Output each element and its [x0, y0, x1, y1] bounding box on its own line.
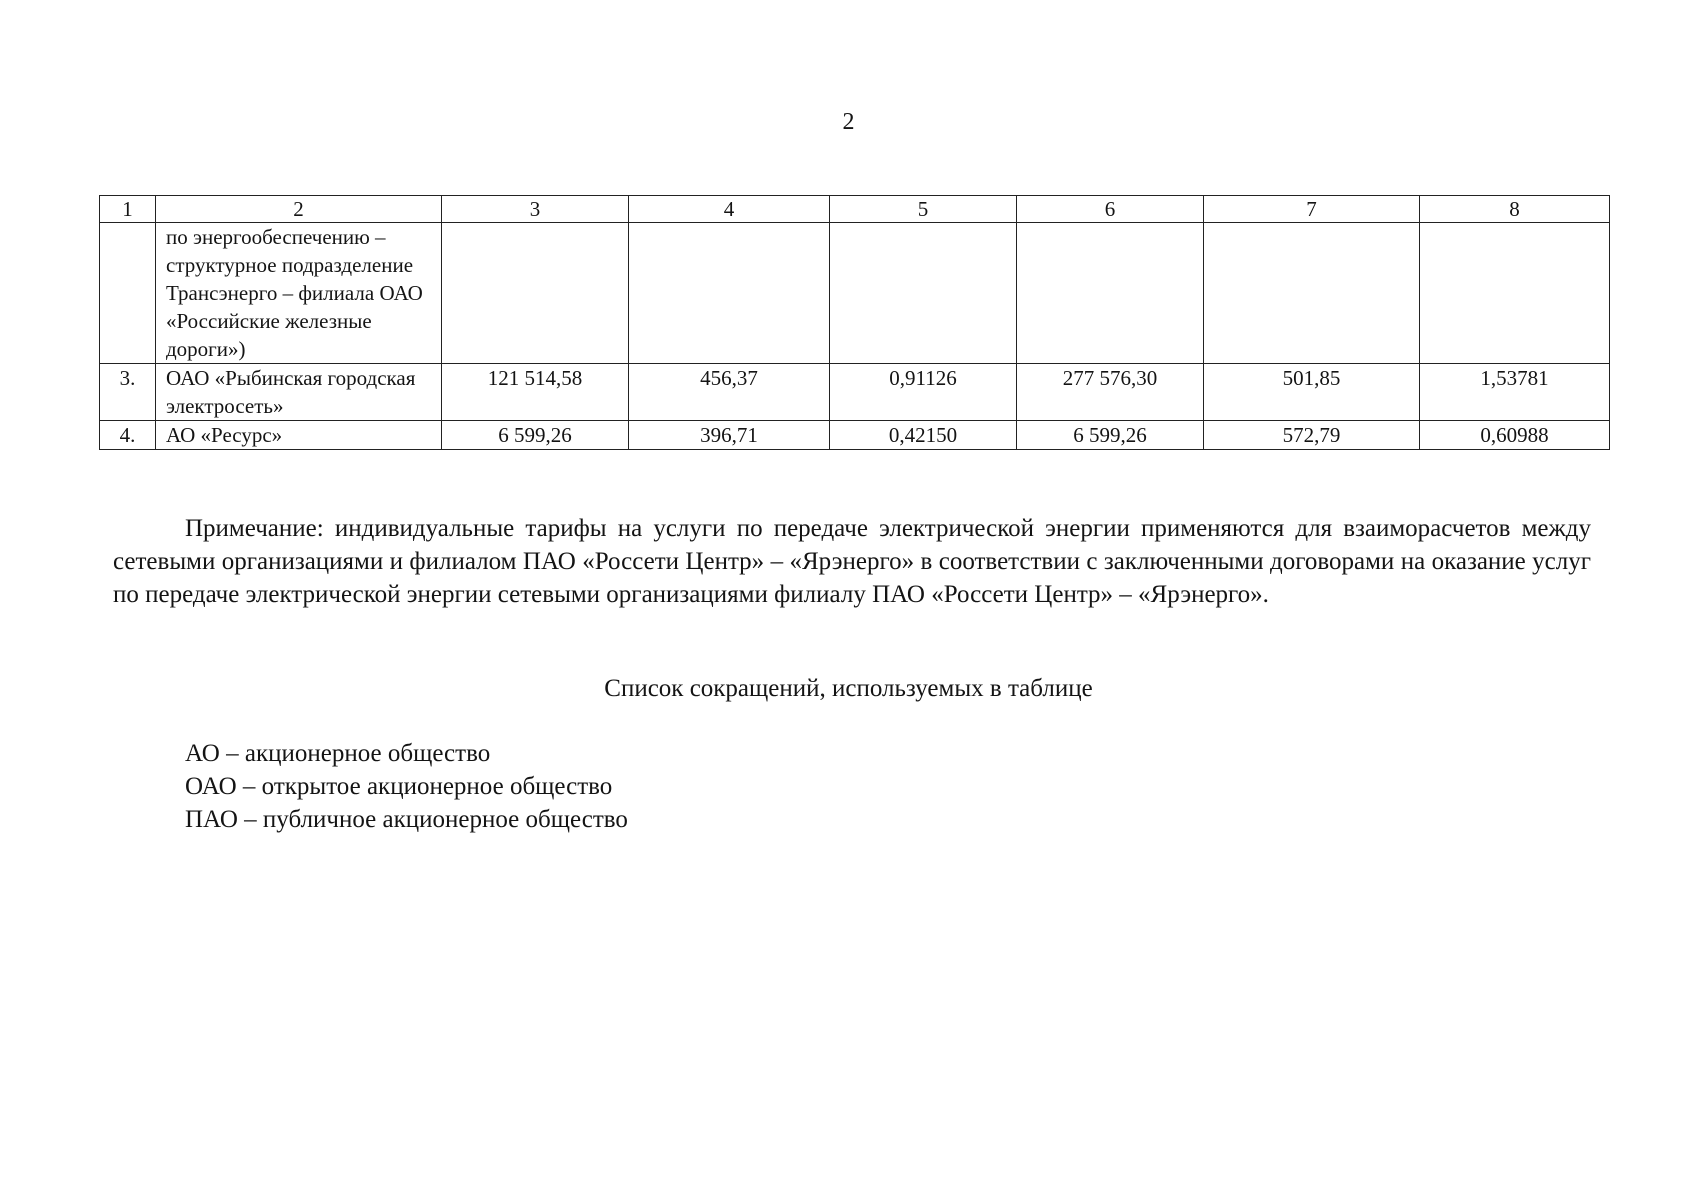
value-cell: 0,42150 — [830, 421, 1017, 450]
note-paragraph: Примечание: индивидуальные тарифы на услуги по передаче электрической энергии применяются для взаиморасчетов между сетевыми организациями и филиалом ПАО «Россети Центр» – «Ярэнерго» в соответствии с заключенными договорами на оказание услуг по передаче электрической энергии сетевыми организациями филиалу ПАО «Россети Центр» – «Ярэнерго». — [113, 515, 1591, 608]
table-row — [100, 364, 1610, 421]
value-cell: 1,53781 — [1420, 364, 1610, 421]
column-header: 4 — [629, 196, 830, 223]
abbreviation-item: АО – акционерное общество — [185, 740, 491, 767]
organization-name: АО «Ресурс» — [156, 421, 442, 450]
column-header: 5 — [830, 196, 1017, 223]
row-number: 4. — [100, 421, 156, 450]
value-cell: 456,37 — [629, 364, 830, 421]
column-header: 6 — [1017, 196, 1204, 223]
value-cell: 277 576,30 — [1017, 364, 1204, 421]
table-row — [100, 223, 1610, 364]
column-header: 1 — [100, 196, 156, 223]
row-number: 3. — [100, 364, 156, 421]
abbreviation-item: ПАО – публичное акционерное общество — [185, 806, 628, 833]
abbreviation-item: ОАО – открытое акционерное общество — [185, 773, 613, 800]
organization-name: ОАО «Рыбинская городская электросеть» — [156, 364, 442, 421]
abbreviations-title: Список сокращений, используемых в таблице — [604, 675, 1093, 702]
value-cell — [1420, 223, 1610, 364]
row-number — [100, 223, 156, 364]
value-cell: 121 514,58 — [442, 364, 629, 421]
value-cell — [830, 223, 1017, 364]
value-cell — [629, 223, 830, 364]
column-header: 8 — [1420, 196, 1610, 223]
value-cell — [442, 223, 629, 364]
column-header: 7 — [1204, 196, 1420, 223]
value-cell: 572,79 — [1204, 421, 1420, 450]
table-header-row — [100, 196, 1610, 223]
value-cell — [1017, 223, 1204, 364]
page-number: 2 — [842, 109, 855, 135]
value-cell: 396,71 — [629, 421, 830, 450]
column-header: 3 — [442, 196, 629, 223]
organization-name: по энергообеспечению – структурное подразделение Трансэнерго – филиала ОАО «Российские железные дороги») — [156, 223, 442, 364]
table-row — [100, 421, 1610, 450]
value-cell: 0,91126 — [830, 364, 1017, 421]
abbreviations-list — [185, 737, 628, 836]
value-cell: 501,85 — [1204, 364, 1420, 421]
value-cell: 6 599,26 — [442, 421, 629, 450]
tariff-table — [99, 195, 1610, 450]
value-cell: 0,60988 — [1420, 421, 1610, 450]
column-header: 2 — [156, 196, 442, 223]
value-cell: 6 599,26 — [1017, 421, 1204, 450]
value-cell — [1204, 223, 1420, 364]
